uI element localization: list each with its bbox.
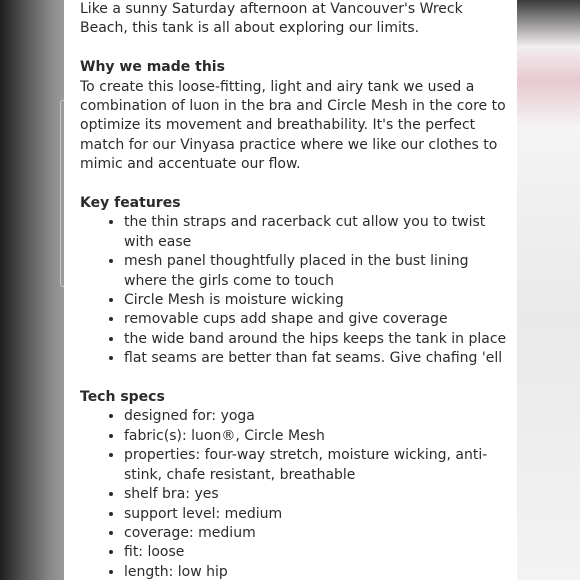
- list-item: • mesh panel thoughtfully placed in the bust lining where the girls come to touch: [124, 252, 510, 291]
- list-item: • the thin straps and racerback cut allow you to twist with ease: [124, 213, 510, 252]
- specs-heading: Tech specs: [80, 389, 165, 406]
- list-item: • the wide band around the hips keeps the tank in place: [124, 330, 510, 349]
- left-backdrop: [0, 0, 64, 580]
- list-item: • fabric(s): luon®, Circle Mesh: [124, 427, 510, 446]
- why-body: To create this loose-fitting, light and airy tank we used a combination of luon in the bra and Circle Mesh in the core to optimize its movement and breathability. It's the perfect match for our Vinyasa practice where we like our clothes to mimic and accentuate our flow.: [80, 78, 506, 173]
- list-item: • shelf bra: yes: [124, 485, 510, 504]
- list-item: • properties: four-way stretch, moisture wicking, anti-stink, chafe resistant, breathable: [124, 446, 510, 485]
- product-description-page[interactable]: [64, 0, 517, 580]
- intro-text: Like a sunny Saturday afternoon at Vancouver's Wreck Beach, this tank is all about exploring our limits.: [80, 1, 463, 37]
- right-backdrop: [517, 0, 580, 580]
- list-item: • length: low hip: [124, 563, 510, 580]
- specs-list: [80, 407, 510, 580]
- list-item: • flat seams are better than fat seams. Give chafing 'ell: [124, 349, 510, 368]
- description-content: [80, 0, 510, 580]
- list-item: • coverage: medium: [124, 524, 510, 543]
- list-item: • designed for: yoga: [124, 407, 510, 426]
- list-item: • removable cups add shape and give coverage: [124, 310, 510, 329]
- features-heading: Key features: [80, 195, 181, 212]
- why-heading: Why we made this: [80, 59, 225, 76]
- list-item: • Circle Mesh is moisture wicking: [124, 291, 510, 310]
- features-list: [80, 213, 510, 368]
- list-item: • support level: medium: [124, 505, 510, 524]
- list-item: • fit: loose: [124, 543, 510, 562]
